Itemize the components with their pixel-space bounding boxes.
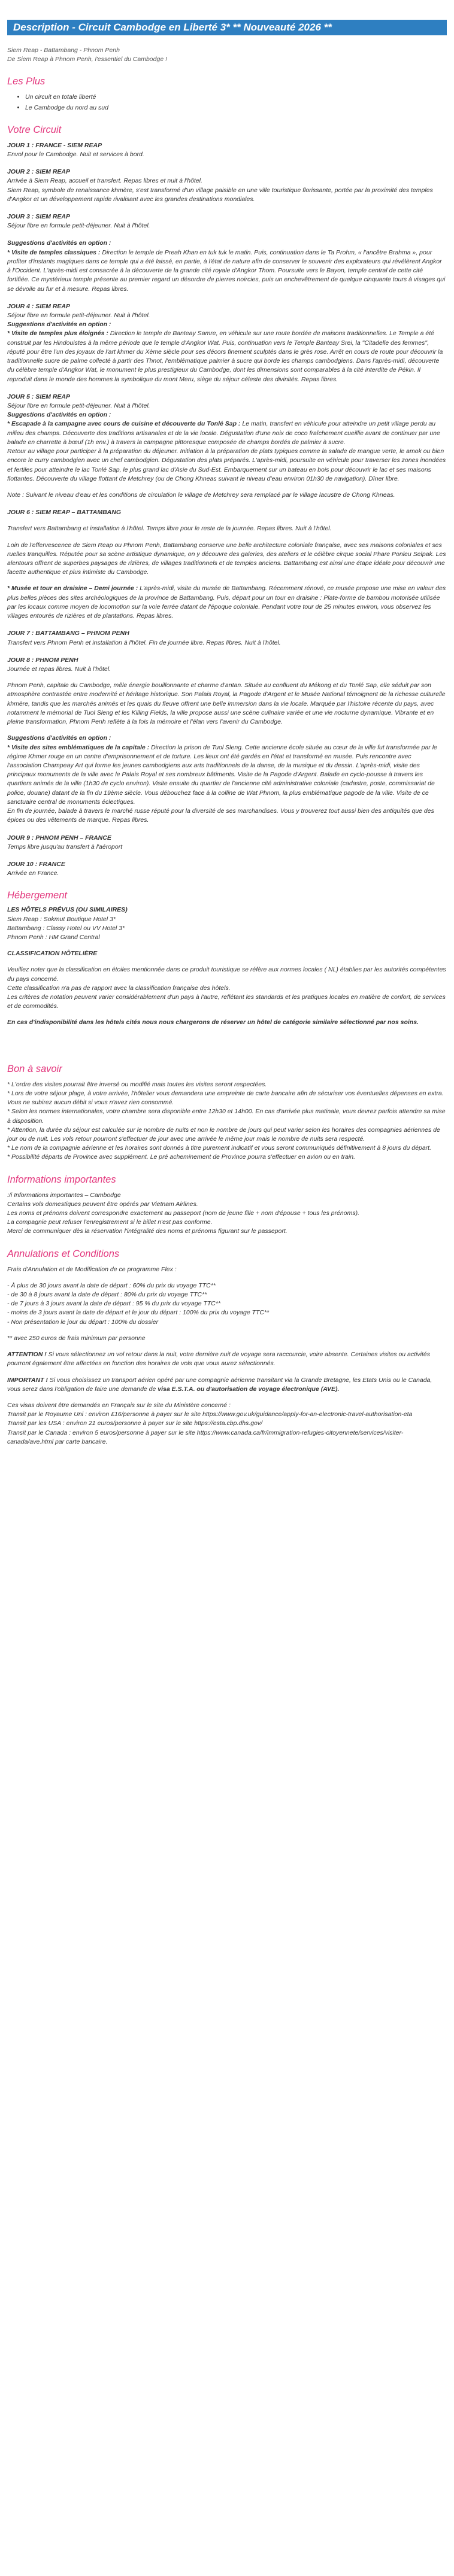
suggestion-note: Note : Suivant le niveau d'eau et les conditions de circulation le village de Metchrey sera remplacé par le village lacustre de Chong Khneas. [7, 491, 395, 499]
classification-title: CLASSIFICATION HÔTELIÈRE [7, 950, 98, 958]
suggestion-text: Retour au village pour participer à la préparation du déjeuner. Initiation à la préparation de plats typiques comme la salade de mangue verte, le amok ou bien encore le curry cambodgien avec un chef cambodgien. Dégustation des plats préparés. L'après-midi, poursuite en véhicule pour traverser les zones inondées et fertiles pour atteindre le lac Tonlé Sap, le plus grand lac d'Asie du Sud-Est. Embarquement sur un bateau en bois pour découvrir le lac et ses maisons flottantes. Découverte du village flottant de Metchrey (ou de Chong Khneas suivant le niveau d'eau environ 01h30 de navigation). Dîner libre. [7, 448, 446, 482]
hotel-line: Battambang : Classy Hotel ou VV Hotel 3* [7, 924, 125, 932]
plus-section [7, 75, 447, 112]
suggestions [7, 239, 447, 293]
important-bold: visa E.S.T.A. ou d'autorisation de voyage électronique (AVE). [158, 1385, 340, 1393]
suggestion-text [7, 248, 447, 294]
suggestions-title: Suggestions d'activités en option : [7, 321, 111, 329]
classification-text: Veuillez noter que la classification en étoiles mentionnée dans ce produit touristique se réfère aux normes locales ( NL) établies par les autorités compétentes du pays concerné. [7, 966, 446, 983]
intro-tagline: De Siem Reap à Phnom Penh, l'essentiel du Cambodge ! [7, 56, 167, 63]
attention-paragraph [7, 1350, 447, 1368]
day-text: Envol pour le Cambodge. Nuit et services à bord. [7, 150, 144, 158]
day-text: Loin de l'effervescence de Siem Reap ou Phnom Penh, Battambang conserve une belle architecture coloniale française, avec ses maisons coloniales et ses ruelles tranquilles. Réputée pour sa scène artistique dynamique, on y découvre des galeries, des ateliers et le célèbre cirque social Phare Ponleu Selpak. Les alentours offrent de superbes paysages de rizières, de villages traditionnels et de temples anciens. Battambang est ainsi une étape idéale pour découvrir une facette authentique et plus intimiste du Cambodge. [7, 541, 446, 576]
day-8 [7, 656, 447, 825]
day-text: Séjour libre en formule petit-déjeuner. Nuit à l'hôtel. [7, 402, 150, 409]
important-lead: IMPORTANT ! [7, 1376, 48, 1384]
day-4 [7, 302, 447, 384]
suggestion-text: En fin de journée, balade à travers le marché russe réputé pour la diversité de ses marchandises. Vous y trouverez tout aussi bien des antiquités que des épices ou des vêtements de marque. Repas libres. [7, 807, 434, 824]
annulations-intro: Frais d'Annulation et de Modification de ce programme Flex : [7, 1265, 177, 1273]
plus-title: Les Plus [7, 76, 46, 87]
page-title-banner: Description - Circuit Cambodge en Liberté 3* ** Nouveauté 2026 ** [7, 20, 447, 35]
suggestion-lead: * Visite des sites emblématiques de la capitale : [7, 743, 150, 751]
hebergement-title: Hébergement [7, 890, 67, 901]
suggestions-title: Suggestions d'activités en option : [7, 411, 111, 419]
hebergement-section [7, 889, 447, 1027]
bonsavoir-item: * Possibilité départs de Province avec supplément. Le pré acheminement de Province pourra s'effectuer en avion ou en train. [7, 1153, 356, 1161]
bonsavoir-section [7, 1062, 447, 1162]
day-9 [7, 834, 447, 852]
day-title: JOUR 9 : PHNOM PENH – FRANCE [7, 834, 111, 842]
suggestion-body: Direction la prison de Tuol Sleng. Cette ancienne école située au cœur de la ville fut transformée par le régime Khmer rouge en un centre d'emprisonnement et de torture. Les lieux ont été gardés en l'état et transformé en musée. Puis rencontre avec l'association Champeay Art qui forme les jeunes cambodgiens aux arts traditionnels de la danse, de la musique et du dessin. L'après-midi, visite des principaux monuments de la ville avec le Palais Royal et ses nombreux bâtiments. Visite de la Pagode d'Argent. Balade en cyclo-pousse à travers les quartiers animés de la ville (1h30 de cyclo environ). Visite ensuite du quartier de l'ancienne cité administrative coloniale (cadastre, poste, commissariat de police, douane) datant de la fin du 19ème siècle. Vous débouchez face à la colline de Wat Phnom, la plus emblématique pagode de la ville. Visite de ce sanctuaire central de monuments éclectiques. [7, 743, 437, 806]
important-paragraph [7, 1376, 447, 1394]
hotel-line: Phnom Penh : HM Grand Central [7, 933, 100, 941]
important-text: Si vous choisissez un transport aérien opéré par une compagnie aérienne transitant via la Grande Bretagne, les Etats Unis ou le Canada, vous serez dans l'obligation de faire une demande de [7, 1376, 432, 1393]
suggestions-title: Suggestions d'activités en option : [7, 239, 111, 247]
day-text: Transfert vers Battambang et installation à l'hôtel. Temps libre pour le reste de la journée. Repas libres. Nuit à l'hôtel. [7, 525, 332, 533]
day-1 [7, 141, 447, 159]
classification-bold: En cas d'indisponibilité dans les hôtels cités nous nous chargerons de réserver un hôtel de catégorie similaire sélectionné par nos soins. [7, 1019, 419, 1026]
suggestion-lead: * Escapade à la campagne avec cours de cuisine et découverte du Tonlé Sap : [7, 420, 241, 428]
suggestion-body: Direction le temple de Preah Khan en tuk tuk le matin. Puis, continuation dans le Ta Prohm, « l'ancêtre Brahma », pour profiter d'instants magiques dans ce temple qui a été laissé, en partie, à l'état de nature afin de conserver le souvenir des explorateurs qui révélèrent Angkor à l'Occident. L'après-midi est consacrée à la découverte de la grande cité royale d'Angkor Thom. Poursuite vers le Bayon, temple central de cette cité fortifiée. Ce mystérieux temple présente au premier regard un désordre de pierres noircies, puis un enchevêtrement de quelque cinquante tours à visages qui se dévoile au fur et à mesure. Repas libres. [7, 248, 446, 293]
plus-list [7, 93, 447, 112]
annulations-item: - Non présentation le jour du départ : 100% du dossier [7, 1318, 159, 1326]
suggestion-body: Direction le temple de Banteay Samre, en véhicule sur une route bordée de maisons traditionnelles. Le Temple a été construit par les Hindouistes à la même période que le temple d'Angkor Wat. Puis, continuation vers le Temple Banteay Srei, la "Citadelle des femmes", réputé pour être l'un des joyaux de l'art khmer du Xème siècle pour ses décors finement sculptés dans le grès rose. Arrêt en cours de route pour découvrir la traditionnelle sucre de palme collecté à partir des Thnot, l'emblématique palmier à sucre qui borde les champs cambodgiens. Dans l'après-midi, découverte du célèbre temple d'Angkor Wat, le monument le plus prestigieux du Cambodge, dont les dimensions sont comparables à la cité interdite de Pékin. Il reproduit dans le monde des hommes la symbolique du mont Meru, siège du séjour céleste des divinités. Repas libres. [7, 330, 443, 383]
day-6 [7, 508, 447, 621]
day-text: Phnom Penh, capitale du Cambodge, mêle énergie bouillonnante et charme d'antan. Située au confluent du Mékong et du Tonlé Sap, elle séduit par son atmosphère contrastée entre modernité et héritage historique. Son Palais Royal, la Pagode d'Argent et le Musée National témoignent de la richesse culturelle khmère, tandis que les marchés animés et les quais du fleuve offrent une belle immersion dans la vie locale. Marquée par l'histoire récente du pays, avec notamment le mémorial de Tuol Sleng et les Killing Fields, la ville propose aussi une scène culinaire variée et une vie nocturne dynamique. Vibrante et en pleine transformation, Phnom Penh reflète à la fois la mémoire et l'élan vers l'avenir du Cambodge. [7, 682, 446, 726]
infos-line: :/i Informations importantes – Cambodge [7, 1191, 121, 1199]
suggestions-title: Suggestions d'activités en option : [7, 734, 111, 742]
suggestion-text [7, 743, 447, 807]
annulations-title: Annulations et Conditions [7, 1248, 120, 1259]
transit-line[interactable]: Transit par les USA : environ 21 euros/personne à payer sur le site https://esta.cbp.dhs.gov/ [7, 1420, 263, 1427]
day-title: JOUR 3 : SIEM REAP [7, 213, 71, 221]
bonsavoir-item: * Lors de votre séjour plage, à votre arrivée, l'hôtelier vous demandera une empreinte de carte bancaire afin de sécuriser vos éventuelles dépenses en extra. Vous ne subirez aucun débit si vous n'avez rien consommé. [7, 1089, 444, 1107]
suggestion-text [7, 420, 447, 447]
suggestion-body: L'après-midi, visite du musée de Battambang. Récemment rénové, ce musée propose une mise en valeur des plus belles pièces des sites archéologiques de la province de Battambang. Puis, départ pour un tour en draisine : Plate-forme de bambou motorisée utilisée par les locaux comme moyen de locomotion sur la voie ferrée datant de l'époque coloniale. Pendant votre tour de 25 minutes environ, vous observez les villages entourés de rizières et de plantations. Repas libres. [7, 585, 446, 620]
suggestion-text [7, 329, 447, 384]
suggestion-lead: * Visite de temples classiques : [7, 248, 101, 256]
annulations-item: - de 7 jours à 3 jours avant la date de départ : 95 % du prix du voyage TTC** [7, 1300, 221, 1308]
day-text: Journée et repas libres. Nuit à l'hôtel. [7, 666, 111, 673]
suggestion-text [7, 584, 447, 621]
circuit-section [7, 123, 447, 879]
day-title: JOUR 1 : FRANCE - SIEM REAP [7, 141, 102, 149]
bonsavoir-item: * L'ordre des visites pourrait être inversé ou modifié mais toutes les visites seront respectées. [7, 1080, 267, 1088]
day-text: Séjour libre en formule petit-déjeuner. Nuit à l'hôtel. [7, 222, 150, 230]
attention-text: Si vous sélectionnez un vol retour dans la nuit, votre dernière nuit de voyage sera raccourcie, voire absente. Certaines visites ou activités pourront également être affectées en fonction des horaires de vols que vous aurez sélectionnés. [7, 1351, 430, 1368]
bonsavoir-item: * Selon les normes internationales, votre chambre sera disponible entre 12h30 et 14h00. En cas d'arrivée plus matinale, vous devrez parfois attendre sa mise à disposition. [7, 1108, 446, 1125]
annulations-note: ** avec 250 euros de frais minimum par personne [7, 1334, 146, 1342]
intro [7, 46, 447, 64]
day-text: Arrivée en France. [7, 870, 59, 877]
day-title: JOUR 5 : SIEM REAP [7, 393, 71, 400]
infos-line: Merci de communiquer dès la réservation l'intégralité des noms et prénoms figurant sur le passeport. [7, 1228, 287, 1235]
suggestion-body: Le matin, transfert en véhicule pour atteindre un petit village perdu au milieu des champs. Découverte des traditions artisanales et de la vie locale. Dégustation d'une noix de coco fraîchement cueillie avant de continuer par une balade en charrette à bœuf (1h env.) à travers la campagne pittoresque composée de champs bordés de palmier à sucre. [7, 420, 440, 446]
intro-route: Siem Reap - Battambang - Phnom Penh [7, 47, 120, 54]
visa-intro: Ces visas doivent être demandés en Français sur le site du Ministère concerné : [7, 1401, 231, 1409]
attention-lead: ATTENTION ! [7, 1351, 47, 1359]
transit-line[interactable]: Transit par le Canada : environ 5 euros/personne à payer sur le site https://www.canada.ca/fr/immigration-refugies-citoyennete/services/visiter-canada/ave.html par carte bancaire. [7, 1429, 404, 1445]
bonsavoir-title: Bon à savoir [7, 1063, 62, 1074]
annulations-item: - moins de 3 jours avant la date de départ et le jour du départ : 100% du prix du voyage TTC** [7, 1309, 270, 1317]
plus-item: • Le Cambodge du nord au sud [25, 104, 447, 113]
day-title: JOUR 2 : SIEM REAP [7, 168, 71, 176]
classification-text: Cette classification n'a pas de rapport avec la classification française des hôtels. [7, 984, 231, 992]
infos-line: Les noms et prénoms doivent correspondre exactement au passeport (nom de jeune fille + nom d'épouse + tous les prénoms). [7, 1209, 359, 1217]
annulations-item: - de 30 à 8 jours avant la date de départ : 80% du prix du voyage TTC** [7, 1290, 207, 1298]
circuit-title: Votre Circuit [7, 124, 62, 135]
day-title: JOUR 7 : BATTAMBANG – PHNOM PENH [7, 630, 129, 637]
infos-title: Informations importantes [7, 1174, 116, 1185]
day-2 [7, 168, 447, 204]
infos-section [7, 1173, 447, 1237]
day-text: Séjour libre en formule petit-déjeuner. Nuit à l'hôtel. [7, 312, 150, 319]
annulations-section [7, 1247, 447, 1447]
suggestion-lead: * Musée et tour en draisine – Demi journée : [7, 585, 138, 593]
page [0, 20, 454, 1447]
day-title: JOUR 4 : SIEM REAP [7, 302, 71, 310]
bonsavoir-item: * Attention, la durée du séjour est calculée sur le nombre de nuits et non le nombre de jours qui peut varier selon les horaires des compagnies aériennes de jour ou de nuit. Les vols retour pourront s'effectuer de jour avec une arrivée le même jour mais le nombre de nuits sera respecté. [7, 1126, 440, 1143]
day-title: JOUR 10 : FRANCE [7, 860, 65, 868]
day-text: Arrivée à Siem Reap, accueil et transfert. Repas libres et nuit à l'hôtel. [7, 177, 202, 185]
day-text: Siem Reap, symbole de renaissance khmère, s'est transformé d'un village paisible en une ville touristique florissante, portée par la proximité des temples d'Angkor et un développement rapide rivalisant avec les grandes destinations mondiales. [7, 186, 433, 203]
day-text: Transfert vers Phnom Penh et installation à l'hôtel. Fin de journée libre. Repas libres. Nuit à l'hôtel. [7, 639, 281, 646]
day-3 [7, 212, 447, 294]
suggestion-lead: * Visite de temples plus éloignés : [7, 330, 108, 338]
infos-line: Certains vols domestiques peuvent être opérés par Vietnam Airlines. [7, 1200, 198, 1208]
day-5 [7, 393, 447, 500]
infos-line: La compagnie peut refuser l'enregistrement si le billet n'est pas conforme. [7, 1219, 213, 1226]
hotels-subtitle: LES HÔTELS PRÉVUS (OU SIMILAIRES) [7, 906, 128, 914]
day-text: Temps libre jusqu'au transfert à l'aéroport [7, 843, 123, 850]
hotel-line: Siem Reap : Sokmut Boutique Hotel 3* [7, 915, 116, 923]
day-title: JOUR 8 : PHNOM PENH [7, 656, 78, 664]
day-title: JOUR 6 : SIEM REAP – BATTAMBANG [7, 509, 121, 517]
day-7 [7, 629, 447, 647]
plus-item: • Un circuit en totale liberté [25, 93, 447, 102]
annulations-item: - À plus de 30 jours avant la date de départ : 60% du prix du voyage TTC** [7, 1281, 216, 1289]
bonsavoir-item: * Le nom de la compagnie aérienne et les horaires sont donnés à titre purement indicatif et vous seront communiqués définitivement à 8 jours du départ. [7, 1144, 431, 1152]
day-10 [7, 860, 447, 878]
classification-text: Les critères de notation peuvent varier considérablement d'un pays à l'autre, reflétant les standards et les pratiques locales en matière de confort, de services et de commodités. [7, 994, 446, 1010]
transit-line[interactable]: Transit par le Royaume Uni : environ £16/personne à payer sur le site https://www.gov.uk/guidance/apply-for-an-electronic-travel-authorisation-eta [7, 1411, 413, 1418]
